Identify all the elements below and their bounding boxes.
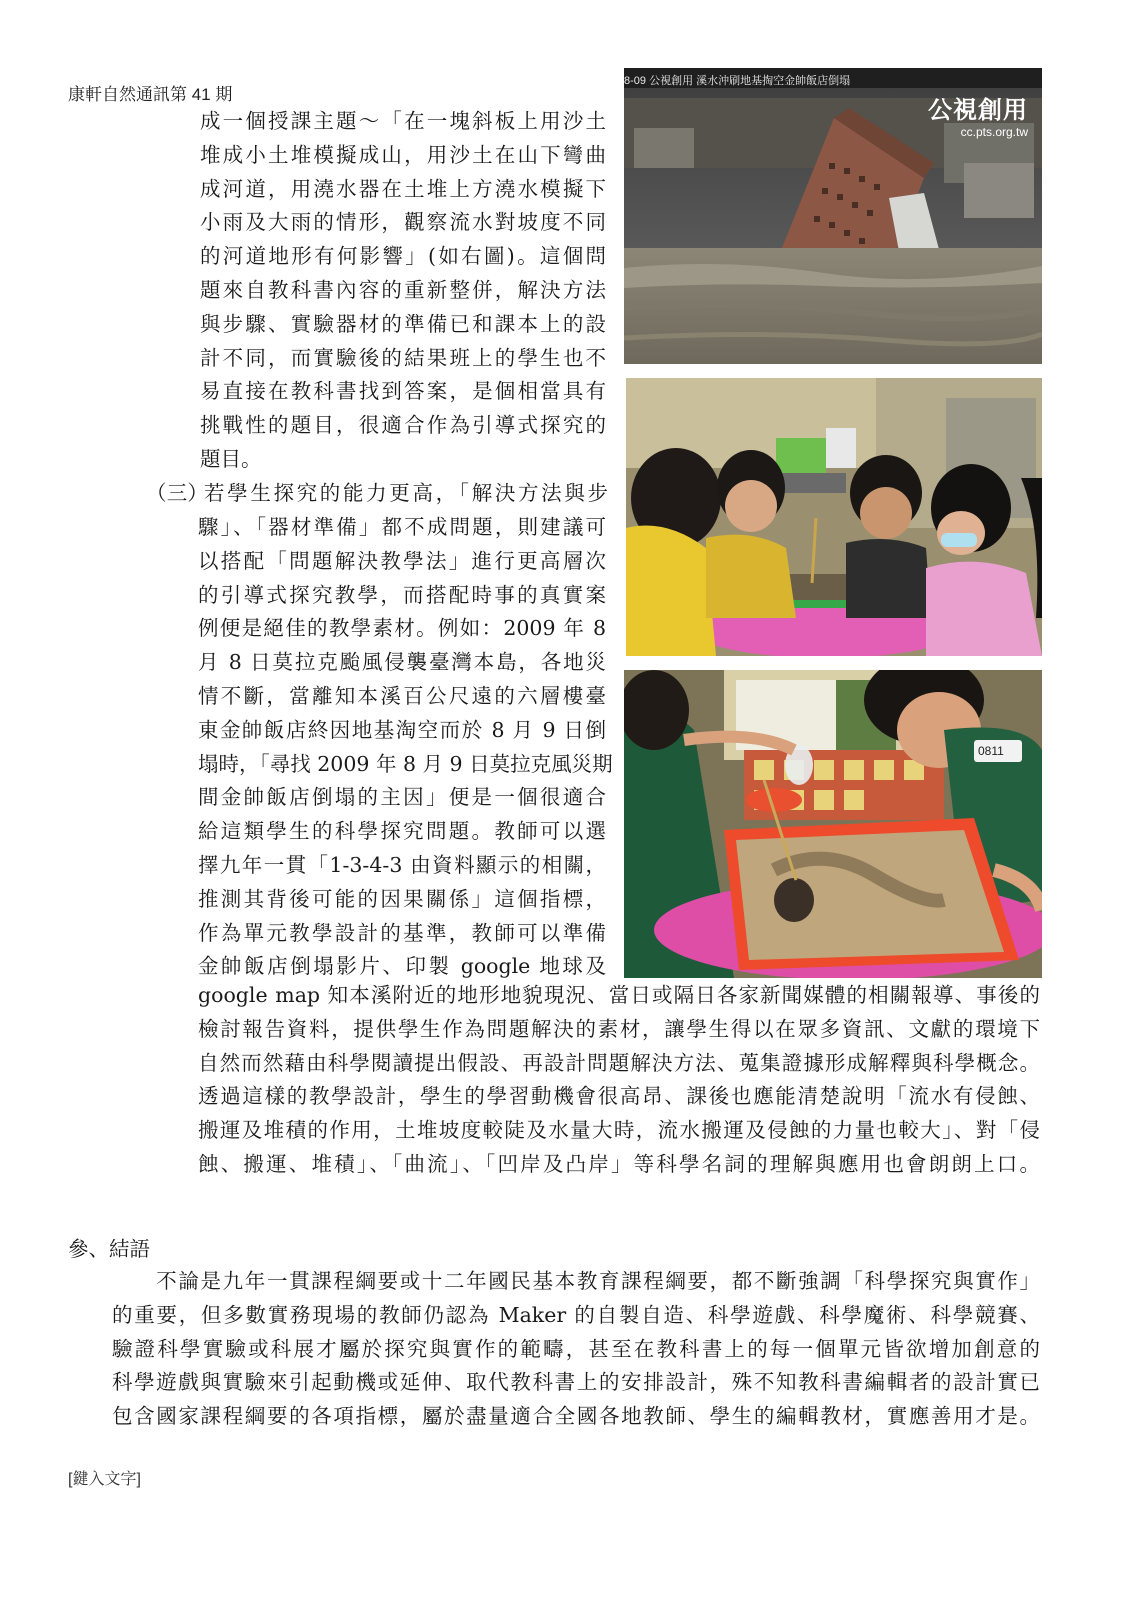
page-header: 康軒自然通訊第 41 期 xyxy=(68,85,233,104)
item3-line: 月 8 日莫拉克颱風侵襲臺灣本島，各地災 xyxy=(198,650,606,675)
item3-line: 驟」、「器材準備」都不成問題，則建議可 xyxy=(198,515,606,539)
name-badge: 0811 xyxy=(978,744,1004,758)
conclusion-line: 不論是九年一貫課程綱要或十二年國民基本教育課程綱要，都不斷強調「科學探究與實作」 xyxy=(112,1269,1040,1293)
paragraph-1-line: 挑戰性的題目，很適合作為引導式探究的 xyxy=(200,413,606,438)
conclusion-line: 科學遊戲與實驗來引起動機或延伸、取代教科書上的安排設計，殊不知教科書編輯者的設計實已 xyxy=(112,1370,1040,1395)
item3-line: 擇九年一貫「1-3-4-3 由資料顯示的相關， xyxy=(198,853,606,877)
item3-wide-line: 透過這樣的教學設計，學生的學習動機會很高昂、課後也應能清楚說明「流水有侵蝕、 xyxy=(198,1084,1040,1109)
paragraph-1-line: 的河道地形有何影響」(如右圖)。這個問 xyxy=(200,244,606,269)
item3-line: 金帥飯店倒塌影片、印製 google 地球及 xyxy=(198,954,606,979)
paragraph-1-line: 計不同，而實驗後的結果班上的學生也不 xyxy=(200,345,606,370)
item3-line: 例便是絕佳的教學素材。例如：2009 年 8 xyxy=(198,616,606,641)
conclusion-line: 包含國家課程綱要的各項指標，屬於盡量適合全國各地教師、學生的編輯教材，實應善用才是。 xyxy=(112,1404,1040,1429)
students-experiment-photo xyxy=(624,670,1042,978)
paragraph-1-line: 小雨及大雨的情形，觀察流水對坡度不同 xyxy=(200,210,606,235)
item3-line: 以搭配「問題解決教學法」進行更高層次 xyxy=(198,548,606,573)
item3-wide-line: google map 知本溪附近的地形地貌現況、當日或隔日各家新聞媒體的相關報導、事後的 xyxy=(198,983,1040,1007)
item3-line: 間金帥飯店倒塌的主因」便是一個很適合 xyxy=(198,785,606,810)
section-title: 參、結語 xyxy=(68,1237,150,1261)
video-caption: 8-09 公視創用 溪水沖刷地基掏空金帥飯店倒塌 xyxy=(624,75,851,87)
item3-line: 的引導式探究教學，而搭配時事的真實案 xyxy=(198,582,606,607)
item3-wide-line: 自然而然藉由科學閱讀提出假設、再設計問題解決方法、蒐集證據形成解釋與科學概念。 xyxy=(198,1050,1040,1075)
item3-line: 推測其背後可能的因果關係」這個指標， xyxy=(198,886,606,911)
item-marker: （三） xyxy=(146,481,209,505)
paragraph-1-line: 堆成小土堆模擬成山，用沙土在山下彎曲 xyxy=(200,142,606,167)
item3-line: 情不斷，當離知本溪百公尺遠的六層樓臺 xyxy=(198,684,606,708)
item3-line: 塌時，「尋找 2009 年 8 月 9 日莫拉克風災期 xyxy=(198,751,613,776)
item3-line: 東金帥飯店終因地基淘空而於 8 月 9 日倒 xyxy=(198,717,606,742)
item3-line: 給這類學生的科學探究問題。教師可以選 xyxy=(198,819,606,844)
item3-wide-line: 搬運及堆積的作用，土堆坡度較陡及水量大時，流水搬運及侵蝕的力量也較大」、對「侵 xyxy=(198,1118,1040,1143)
item3-wide-line: 蝕、搬運、堆積」、「曲流」、「凹岸及凸岸」等科學名詞的理解與應用也會朗朗上口。 xyxy=(198,1152,1040,1176)
students-observing-photo xyxy=(626,378,1042,656)
item3-line: 作為單元教學設計的基準，教師可以準備 xyxy=(198,920,606,945)
paragraph-1-line: 成河道，用澆水器在土堆上方澆水模擬下 xyxy=(200,176,606,201)
paragraph-1-line: 題目。 xyxy=(200,447,262,471)
conclusion-line: 的重要，但多數實務現場的教師仍認為 Maker 的自製自造、科學遊戲、科學魔術、科學競賽、 xyxy=(112,1302,1040,1327)
paragraph-1-line: 易直接在教科書找到答案，是個相當具有 xyxy=(200,379,606,404)
conclusion-line: 驗證科學實驗或科展才屬於探究與實作的範疇，甚至在教科書上的每一個單元皆欲增加創意的 xyxy=(112,1336,1040,1361)
paragraph-1-line: 與步驟、實驗器材的準備已和課本上的設 xyxy=(200,311,606,336)
item3-first-line: 若學生探究的能力更高，「解決方法與步 xyxy=(204,481,608,505)
hotel-collapse-photo xyxy=(624,68,1042,364)
pts-logo: 公視創用 cc.pts.org.tw xyxy=(928,97,1028,139)
item3-wide-line: 檢討報告資料，提供學生作為問題解決的素材，讓學生得以在眾多資訊、文獻的環境下 xyxy=(198,1016,1040,1041)
paragraph-1-line: 成一個授課主題～「在一塊斜板上用沙土 xyxy=(200,109,606,133)
footer-placeholder: [鍵入文字] xyxy=(68,1471,141,1488)
paragraph-1-line: 題來自教科書內容的重新整併，解決方法 xyxy=(200,278,606,302)
